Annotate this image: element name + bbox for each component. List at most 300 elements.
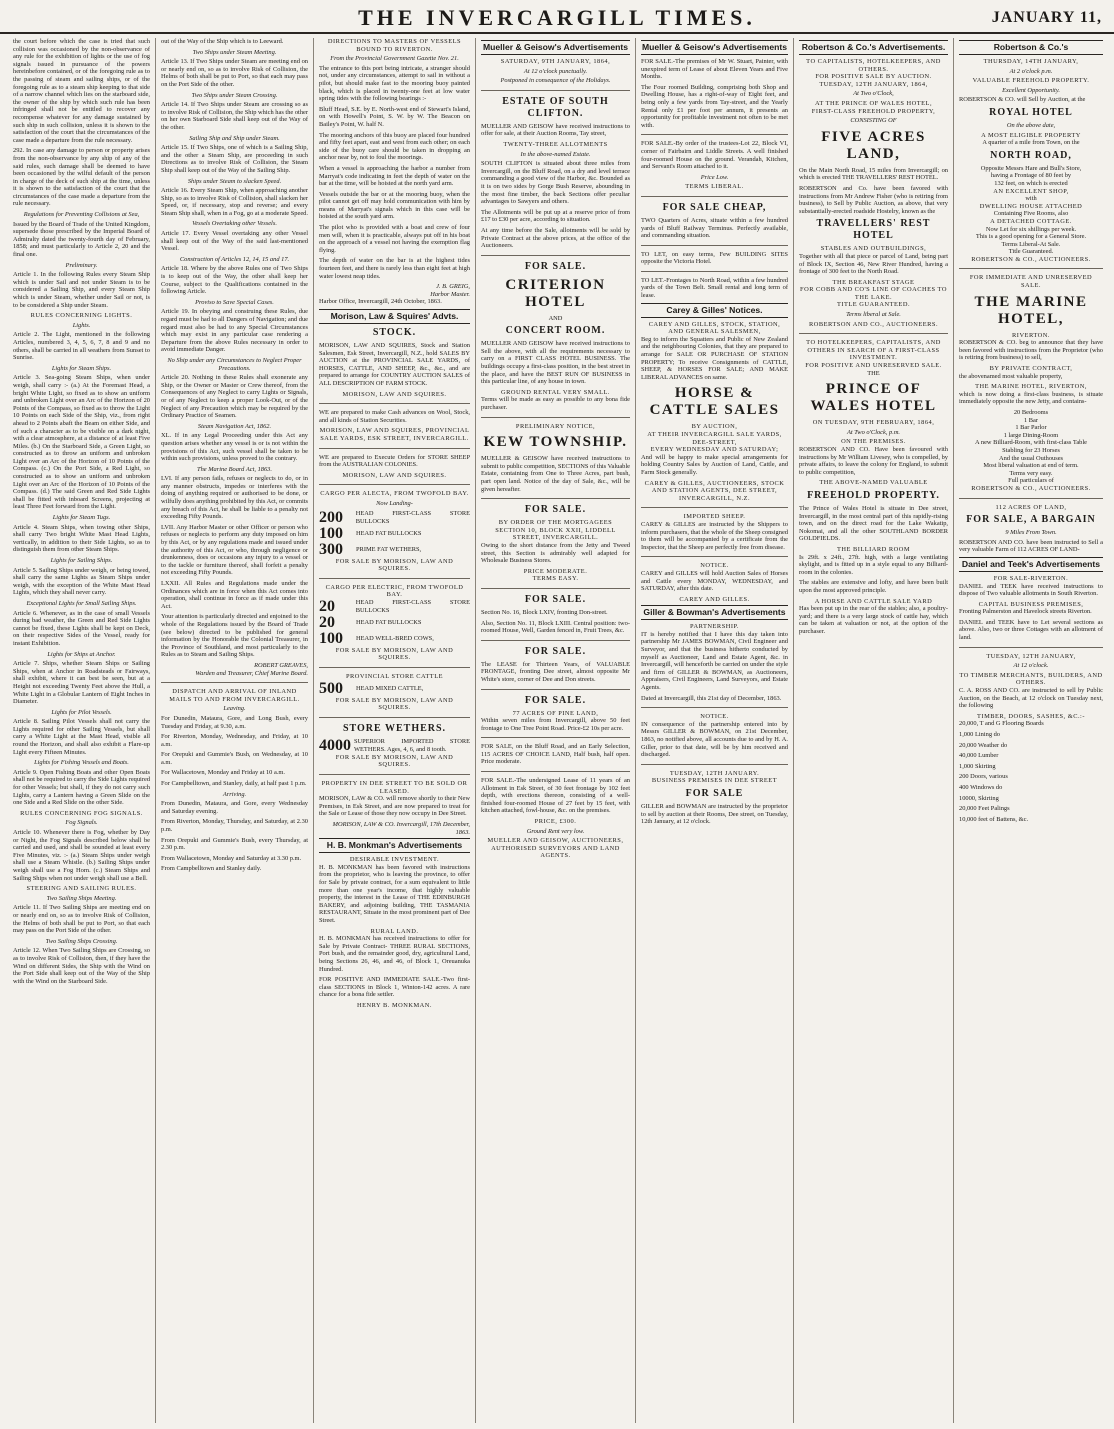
subheading: Lights for Steam Ships.: [51, 364, 112, 372]
ad-time: At Two o'Clock,: [853, 90, 894, 98]
divider: [481, 417, 630, 418]
paragraph: MUELLER AND GEISOW have received instructions to offer for sale, at their Auction Rooms, Tay street,: [481, 122, 630, 138]
paragraph: XL. If in any Legal Proceeding under this Act any question arises whether any vessel is or is not within the provisions of this Act, such vessel shall be taken to be within such provisions, unless proved to the contrary.: [161, 432, 308, 463]
paragraph: DANIEL and TEEK have received instructions to dispose of Two valuable allotments in South Riverton.: [959, 582, 1103, 598]
mail-item: For Wallacetown, Monday and Friday at 10 a.m.: [161, 769, 285, 777]
ad-display-title: PRINCE OF WALES HOTEL: [810, 381, 937, 415]
divider: [319, 403, 470, 404]
divider: [641, 764, 788, 765]
paragraph: Article 1. In the following Rules every Steam Ship which is under Sail and not under Steam is to be considered a Sailing Ship, and every Steam Ship which is under Steam, whether under Sail or not, is to be considered a Ship under Steam.: [13, 271, 150, 309]
ad-heading: A DETACHED COTTAGE.: [990, 217, 1072, 225]
ad-note: Terms liberal at Sale.: [846, 311, 901, 319]
ad-heading: STABLES AND OUTBUILDINGS,: [820, 245, 927, 253]
paragraph: ROBERTSON and Co. have been favored with instructions from Mr Andrew Fisher (who is retiring from business), to Sell by Public Auction, as above, that very substantially-erected roadside Hostelry, known as the: [799, 184, 948, 215]
subheading: CONSISTING OF: [850, 117, 897, 125]
ad-signature: CAREY & GILLES, AUCTIONEERS, STOCK AND STATION AGENTS, DEE STREET, INVERCARGILL, N.Z.: [644, 479, 785, 502]
ad-note: TERMS LIBERAL.: [685, 183, 744, 191]
issue-date: JANUARY 11,: [991, 9, 1102, 26]
ad-time: At 2 o'clock p.m.: [1009, 67, 1053, 75]
mail-item: For Riverton, Monday, Wednesday, and Friday, at 10 a.m.: [161, 733, 308, 748]
ad-heading: THE ABOVE-NAMED VALUABLE: [819, 479, 928, 487]
mail-item: For Orepuki and Gummie's Bush, on Wednesday, at 10 a.m.: [161, 751, 308, 766]
subheading: 9 Miles From Town.: [1005, 529, 1057, 537]
ad-note: PRICE MODERATE.: [523, 567, 588, 575]
ad-heading: FOR SALE.: [524, 645, 587, 657]
stock-line: [319, 510, 470, 526]
subheading: Construction of Articles 12, 14, 15 and 17.: [179, 255, 290, 263]
paragraph: ROBERTSON AND CO. Have been favoured with instructions by Mr William Livesey, who is compelled, by private affairs, to leave the colony for England, to submit to public competition,: [799, 446, 948, 476]
ad-note: Title Guaranteed.: [1008, 248, 1054, 256]
divider: [319, 667, 470, 668]
stock-line: [319, 599, 470, 615]
ad-time: At 12 o'clock punctually.: [523, 67, 588, 75]
paragraph: Article 15. If Two Ships, one of which is a Sailing Ship, and the other a Steam Ship, are proceeding in such Directions as to involve Risk of Collision, the Steam Ship shall keep out of the Way of the Sailing Ship.: [161, 144, 308, 174]
stock-desc: HEAD FIRST-CLASS STORE BULLOCKS: [355, 599, 470, 614]
paragraph: Terms very easy.: [1009, 469, 1053, 477]
paragraph: H. B. MONKMAN has been favored with instructions from the proprietor, who is leaving the province, to offer for Sale by private contract, for a sum equivalent to little more than one year's income, that highly valuable property, the interest in the Lease of THE EDINBURGH BAKERY, and adjoining building, THE TASMANIA RESTAURANT, Situate in the most prominent part of Dee Street.: [319, 863, 470, 924]
paragraph: Is 29ft. x 24ft., 27ft. high, with a large ventilating skylight, and is fitted up in a style equal to any Billiard-room in the colonies.: [799, 553, 948, 576]
ad-signature: CAREY AND GILLES.: [679, 595, 750, 603]
ad-heading: THE BILLIARD ROOM: [836, 545, 911, 553]
divider: [641, 196, 788, 197]
ad-note: Ground Rent very low.: [526, 827, 585, 835]
ad-display-title: THE MARINE HOTEL,: [974, 293, 1088, 327]
subheading: Sailing Ship and Ship under Steam.: [189, 134, 280, 142]
paragraph: The stables are extensive and lofty, and have been built upon the most approved principle.: [799, 579, 948, 594]
subheading: Arriving.: [222, 790, 247, 798]
ad-signature: MUELLER AND GEISOW, AUCTIONEERS, AUTHORISED SURVEYORS AND LAND AGENTS.: [487, 837, 624, 860]
subheading: The Marine Board Act, 1863.: [197, 465, 272, 473]
subheading: Excellent Opportunity.: [1002, 86, 1060, 94]
stock-count: 20: [319, 597, 335, 615]
ad-heading: TWENTY-THREE ALLOTMENTS: [503, 140, 608, 148]
ad-date: ON TUESDAY, 9TH FEBRUARY, 1864,: [812, 419, 935, 427]
list-item: 1 Bar Parlor: [1015, 424, 1047, 432]
article: THE: [867, 369, 880, 377]
ad-heading: CAREY AND GILLES, STOCK, STATION, AND GENERAL SALESMEN,: [648, 320, 781, 336]
paragraph: CAREY and GILLES will hold Auction Sales of Horses and Cattle every MONDAY, WEDNESDAY, and SATURDAY, after this date.: [641, 569, 788, 593]
stock-desc: HEAD FAT BULLOCKS: [356, 619, 422, 627]
paragraph: And will be happy to make special arrangements for holding Country Sales by Auction of Land, Cattle, and Farm Stock generally.: [641, 453, 788, 476]
section-heading: RULES CONCERNING FOG SIGNALS.: [20, 809, 143, 817]
subheading: Steam Navigation Act, 1862.: [197, 422, 272, 430]
masthead: [0, 0, 1114, 34]
stock-desc: SUPERIOR IMPORTED STORE WETHERS. Ages, 4, 6, and 8 tooth.: [354, 738, 470, 753]
paragraph: FOR SALE, on the Bluff Road, and an Early Selection, 115 ACRES OF CHOICE LAND, Half bush, half open. Price moderate.: [481, 743, 630, 766]
stock-line: [319, 526, 470, 542]
ad-heading: FOR SALE.: [524, 504, 587, 516]
paragraph: Article 2. The Light, mentioned in the following Articles, numbered 3, 4, 5, 6, 7, 8 and 9 and no others, shall be carried in all weathers from Sunset to Sunrise.: [13, 331, 150, 362]
advertiser-header: Mueller & Geisow's Advertisements: [641, 40, 788, 55]
paragraph: SOUTH CLIFTON is situated about three miles from Invercargill, on the Bluff Road, on a dry and level terrace commanding a good view of the Harbor, &c. Bounded as it is on two sides by Gorge Bush Reserve, abounding in the most fine timber, the back Sections offer peculiar advantages to Sawyers and others.: [481, 160, 630, 206]
ad-heading: THE MARINE HOTEL, RIVERTON,: [975, 383, 1087, 391]
section-heading: DISPATCH AND ARRIVAL OF INLAND MAILS TO AND FROM INVERCARGILL.: [169, 688, 300, 703]
ad-date: THURSDAY, 14TH JANUARY,: [983, 58, 1079, 65]
paragraph: LXXII. All Rules and Regulations made under the Ordinances which are in force when this Act comes into operation, shall continue in force as if made under this Act.: [161, 580, 308, 610]
paragraph: 132 feet, on which is erected: [994, 179, 1068, 187]
ad-heading: A HORSE AND CATTLE SALE YARD: [814, 597, 933, 605]
list-item: 400 Windows do: [959, 783, 1003, 791]
paragraph: The Allotments will be put up at a reserve price of from £17 to £30 per acre, according to situation.: [481, 208, 630, 224]
paragraph: Article 5. Sailing Ships under weigh, or being towed, shall carry the same Lights as Steam Ships under weigh, with the exception of the White Mast Head Lights, which they shall never carry.: [13, 566, 150, 597]
paragraph: ROBERTSON & CO. will Sell by Auction, at the: [959, 96, 1086, 104]
paragraph: having a Frontage of 80 feet by: [990, 172, 1072, 180]
ad-heading: AT THEIR INVERCARGILL SALE YARDS,: [647, 431, 782, 438]
divider: [481, 771, 630, 772]
mail-item: For Dunedin, Mataura, Gore, and Long Bush, every Tuesday and Friday, at 9.30, a.m.: [161, 714, 308, 730]
paragraph: Terms will be made as easy as possible to any bona fide purchaser.: [481, 396, 630, 412]
ad-heading: CAPITAL BUSINESS PREMISES,: [978, 600, 1084, 608]
mail-item: For Campbelltown, and Stanley, daily, at half past 1 p.m.: [161, 780, 307, 788]
ad-time: At Two o'Clock, p.m.: [846, 428, 901, 436]
paragraph: GILLER and BOWMAN are instructed by the proprietor to sell by auction at their Rooms, Dee street, on Tuesday, 12th January, at 12 o'clock.: [641, 802, 788, 826]
stock-desc: HEAD FAT BULLOCKS: [356, 529, 422, 537]
ad-signature: ROBERTSON & CO., AUCTIONEERS.: [971, 484, 1091, 492]
paragraph: Opposite Messrs Hare and Bull's Store,: [980, 164, 1082, 172]
paragraph: Article 20. Nothing in these Rules shall exonerate any Ship, or the Owner or Master or Crew thereof, from the Consequences of any Neglect to carry Lights or Signals, or of any Neglect to keep a proper Look-Out, or of the Neglect of any Precaution which may be required by the Ordinary Practice of Seamen.: [161, 374, 308, 420]
list-item: 20,000 Weather do: [959, 741, 1008, 749]
divider: [959, 268, 1103, 269]
divider: [319, 717, 470, 718]
stock-line: [319, 615, 470, 631]
paragraph: MORISON, LAW & CO. will remove shortly to their New Premises, in Esk Street, and are now prepared to treat for the Sale or Lease of those they now occupy in Dee Street.: [319, 795, 470, 818]
paragraph: WE are prepared to make Cash advances on Wool, Stock, and all kinds of Station Securities.: [319, 409, 470, 424]
ad-signature: MORISON, LAW AND SQUIRES.: [342, 390, 447, 398]
ad-heading: FOR SALE.: [524, 260, 587, 272]
ad-heading: FOR SALE.: [524, 694, 587, 706]
divider: [481, 90, 630, 91]
column-3: [314, 38, 476, 1423]
ad-heading: RURAL LAND.: [370, 927, 419, 935]
advertiser-header: Mueller & Geisow's Advertisements: [481, 40, 630, 55]
paragraph: Dated at Invercargill, this 21st day of December, 1863.: [641, 694, 782, 702]
paragraph: Now Let for six shillings per week.: [985, 225, 1077, 233]
divider: [319, 578, 470, 579]
paragraph: H. B. MONKMAN has received instructions to offer for Sale by Private Contract- THREE RURAL SECTIONS, Port bush, and the remainder good, dry, agricultural Land, being Sections 26, 46, and 46, of Block 1, Oreuanuka Hundred.: [319, 935, 470, 973]
divider: [481, 689, 630, 690]
stock-line: [319, 738, 470, 754]
list-item: 1,000 Skirting: [959, 762, 996, 770]
paragraph: out of the Way of the Ship which is to Leeward.: [161, 38, 284, 45]
paragraph: Has been put up in the rear of the stables; also, a poultry-yard; and there is a very large stock of cattle hay, which can be taken at valuation or not, at the option of the purchaser.: [799, 605, 948, 635]
paragraph: FOR SALE.-By order of the trustees-Lot 22, Block VI, corner of Fairbairn and Liddle Streets. A well finished four-roomed House on the ground. Verandah, Kitchen, and Servant's Room attached to it.: [641, 140, 788, 171]
ad-note: TERMS EASY.: [532, 575, 579, 583]
divider: [799, 333, 948, 334]
paragraph: The pilot who is provided with a boat and crew of four men will, when it is practicable, always put off in his boat on the approach of a vessel not having the exemption flag flying.: [319, 224, 470, 254]
mail-item: From Wallacetown, Monday and Saturday at 3.30 p.m.: [161, 854, 302, 862]
list-item: 1,000 Lining do: [959, 731, 1001, 738]
paragraph: Fronting Palmerston and Havelock streets Riverton.: [959, 608, 1092, 616]
paragraph: IT is hereby notified that I have this day taken into partnership Mr JAMES BOWMAN, Civil Engineer and Surveyor, and that the business hitherto conducted by myself as Auctioneer, Land and Estate Agent, &c. in Invercargill, will henceforth be carried on under the style and firm of GILLER & BOWMAN, as Auctioneers, Appraisers, Civil Engineers, Land Surveyors, and Estate Agents.: [641, 630, 788, 692]
paragraph: Article 12. When Two Sailing Ships are Crossing, so as to involve Risk of Collision, then, if they have the Wind on different Sides, the Ship with the Wind on the Port Side shall keep out of the Way of the Ship with the Wind on the Starboard Side.: [13, 947, 150, 985]
list-item: 40,000 Lumber: [959, 752, 999, 760]
paragraph: Article 9. Open Fishing Boats and other Open Boats shall not be required to carry the Side Lights required for other Vessels; but shall, if they do not carry such Lights, carry a Lantern having a Green Slide on the one Side and a Red Slide on the other Side.: [13, 768, 150, 807]
ad-heading: CONCERT ROOM.: [505, 325, 606, 337]
ad-time: At 12 o'clock.: [1013, 662, 1049, 670]
divider: [319, 484, 470, 485]
paragraph: The depth of water on the bar is at the highest tides fourteen feet, and there is rarely less than eight feet at high water lowest neap tides.: [319, 257, 470, 280]
paragraph: Article 7. Ships, whether Steam Ships or Sailing Ships, when at Anchor in Roadsteads or Fairways, shall exhibit, where it can best be seen, but at a Height not exceeding Twenty Feet above the Hull, a White Light in a Globular Lantern of Eight Inches in Diameter.: [13, 660, 150, 706]
list-item: Stabling for 23 Horses: [1002, 446, 1060, 454]
paragraph: Harbor Office, Invercargill, 24th October, 1863.: [319, 298, 442, 306]
subheading: Ships under Steam to slacken Speed.: [187, 177, 282, 185]
ad-date: TUESDAY, 12TH JANUARY,: [986, 652, 1076, 660]
paragraph: CAREY & GILLES are instructed by the Shippers to inform purchasers, that the whole of the Sheep consigned to them will be accompanied by a certificate from the Inspector, that the Sheep are perfectly free from disease.: [641, 520, 788, 551]
divider: [641, 271, 788, 272]
column-1: [8, 38, 156, 1423]
ad-signature: FOR SALE BY MORISON, LAW AND SQUIRES.: [335, 696, 454, 712]
section-heading: DIRECTIONS TO MASTERS OF VESSELS BOUND TO RIVERTON.: [327, 38, 462, 53]
divider: [319, 774, 470, 775]
section-heading: STEERING AND SAILING RULES.: [26, 885, 137, 893]
list-item: 10000, Skirting: [959, 794, 999, 802]
paragraph: Article 8. Sailing Pilot Vessels shall not carry the Lights required for other Sailing Vessels, but shall carry a White Light at the Mast Head, visible all round the Horizon, and shall also exhibit a Flare-up Light every Fifteen Minutes.: [13, 718, 150, 756]
ad-heading: THE BREAKFAST STAGE: [832, 278, 915, 286]
advertiser-header: Daniel and Teek's Advertisements: [959, 557, 1103, 572]
advertiser-header: Morison, Law & Squires' Advts.: [319, 309, 470, 324]
ad-heading: CARGO PER ELECTRIC, FROM TWOFOLD BAY.: [325, 583, 464, 599]
ad-heading: NOTICE.: [700, 562, 729, 570]
paragraph: Full particulars of: [1008, 477, 1054, 485]
paragraph: Article 14. If Two Ships under Steam are crossing so as to involve Risk of Collision, the Ship which has the other on her own Starboard Side shall keep out of the Way of the other.: [161, 101, 308, 131]
subheading: Lights for Sailing Ships.: [50, 557, 113, 564]
divider: [161, 682, 308, 683]
divider: [959, 647, 1103, 648]
paragraph: Article 6. Whenever, as in the case of small Vessels during bad weather, the Green and Red Side Lights cannot be fixed, these Lights shall be kept on Deck, on their respective Sides of the Vessel, ready for instant Exhibition.: [13, 609, 150, 647]
divider: [481, 737, 630, 738]
signature-title: Warden and Treasurer, Chief Marine Board.: [195, 669, 308, 677]
ad-signature: HENRY B. MONKMAN.: [356, 1001, 432, 1009]
ad-heading: EVERY WEDNESDAY AND SATURDAY;: [650, 446, 779, 454]
ad-note: Terms Liberal-At Sale.: [1001, 240, 1061, 248]
paragraph: Article 13. If Two Ships under Steam are meeting end on or nearly end on, so as to involve Risk of Collision, the Helms of both shall be put to Port, so that each may pass on the Port Side of the other.: [161, 58, 308, 88]
stock-desc: PRIME FAT WETHERS,: [356, 545, 422, 553]
ad-date: TUESDAY, 12TH JANUARY, 1864,: [819, 80, 928, 88]
paragraph: Vessels outside the bar or at the mooring buoy, when the pilot cannot get off may hold communication with him by means of Marryat's signals which in this case will be hoisted at the south yard arm.: [319, 190, 470, 221]
ad-heading: BY AUCTION,: [691, 423, 738, 431]
subheading: Lights for Ships at Anchor.: [47, 650, 116, 658]
subheading: Lights for Steam Tugs.: [52, 514, 111, 522]
page-columns: [8, 38, 1108, 1423]
ad-signature: FOR SALE BY MORISON, LAW AND SQUIRES.: [335, 753, 454, 769]
divider: [319, 448, 470, 449]
advertiser-header: Carey & Gilles' Notices.: [641, 303, 788, 318]
stock-count: 500: [319, 679, 343, 697]
ad-signature: MORISON, LAW AND SQUIRES, PROVINCIAL SALE YARDS, ESK STREET, INVERCARGILL.: [319, 427, 470, 442]
stock-desc: HEAD MIXED CATTLE,: [356, 684, 424, 692]
paragraph: MUELLER AND GEISOW have received instructions to Sell the above, with all the requirements necessary to carry on a FIRST CLASS HOTEL BUSINESS. The buildings occupy a first-class position, in the best street in the place, and have the BEST RUN OF BUSINESS in this particular line, of any house in town.: [481, 340, 630, 386]
ad-heading: PRELIMINARY NOTICE,: [515, 422, 596, 430]
ad-heading: PARTNERSHIP.: [690, 623, 739, 631]
list-item: 10,000 feet of Battens, &c.: [959, 815, 1029, 823]
ad-heading: ON THE PREMISES.: [841, 438, 906, 446]
mail-item: From Dunedin, Mataura, and Gore, every Wednesday and Saturday evening.: [161, 800, 308, 815]
ad-signature: FOR SALE BY MORISON, LAW AND SQUIRES.: [335, 557, 454, 573]
column-2: [156, 38, 314, 1423]
subheading: Proviso to Save Special Cases.: [195, 298, 274, 306]
paragraph: ROBERTSON AND CO. have been instructed to Sell a very valuable Farm of 112 ACRES OF LAND-: [959, 538, 1103, 554]
ad-date: SATURDAY, 9TH JANUARY, 1864,: [500, 58, 611, 65]
ad-heading: 77 ACRES OF PINE LAND,: [512, 709, 599, 717]
subheading: No Ship under any Circumstances to Neglect Proper Precautions.: [167, 356, 302, 372]
subheading: Vessels Overtaking other Vessels.: [192, 220, 277, 228]
subheading: Fog Signals.: [65, 819, 98, 827]
stock-line: [319, 631, 470, 647]
paragraph: the court before which the case is tried that such collision was occasioned by the non-observance of any rule for the exhibition of lights or the use of fog signals issued in pursuance of the powers hereinbefore contained, or of the foregoing rule as to the passing of steam and sailing ships, or of the foregoing rule as to a steam ship keeping to that side of a narrow channel which lies on the starboard side, the owner of the ship by which such rule has been infringed shall not be entitled to recover any recompense whatever for any damage sustained by such ship in such collision, unless it is shown to the satisfaction of the court that the circumstances of the case made a departure from the rule necessary.: [13, 38, 150, 144]
ad-signature: MORISON, LAW & CO. Invercargill, 17th December, 1863.: [332, 821, 470, 836]
ad-heading: NOTICE.: [700, 713, 729, 721]
column-7: [954, 38, 1108, 1423]
subheading: On the above date,: [1006, 121, 1056, 129]
list-item: 1 Bar: [1023, 416, 1039, 424]
ad-heading: DWELLING HOUSE ATTACHED: [979, 202, 1083, 210]
subheading: Lights for Pilot Vessels.: [51, 708, 112, 716]
paragraph: When a vessel is approaching the harbor a number from Marryat's code indicating in feet the depth of water on the bar at the time, will be hoisted at the north yard arm.: [319, 164, 470, 188]
ad-heading: BUSINESS PREMISES IN DEE STREET: [651, 777, 778, 785]
stock-count: 20: [319, 613, 335, 631]
paragraph: TO LET, on easy terms, Few BUILDING SITES opposite the Victoria Hotel.: [641, 250, 788, 266]
paragraph: WE are prepared to Execute Orders for STORE SHEEP from the AUSTRALIAN COLONIES.: [319, 453, 470, 469]
subheading: Exceptional Lights for Small Sailing Ships.: [26, 599, 137, 607]
list-item: 20 Bedrooms: [1013, 409, 1049, 416]
advertiser-header: Robertson & Co.'s Advertisements.: [799, 40, 948, 55]
ad-display-title: HORSE & CATTLE SALES: [649, 385, 780, 419]
mail-item: From Campbelltown and Stanley daily.: [161, 865, 262, 873]
subheading: Two Sailing Ships Meeting.: [46, 894, 117, 902]
paragraph: Owing to the short distance from the Jetty and Tweed street, this Section is admirably well adapted for Wholesale Business Stores.: [481, 541, 630, 565]
ad-heading: PROPERTY IN DEE STREET TO BE SOLD OR LEASED.: [321, 780, 468, 795]
paragraph: MORISON, LAW AND SQUIRES, Stock and Station Salesmen, Esk Street, Invercargill, N.Z., hold SALES BY AUCTION at the PROVINCIAL SALE YARDS, of HORSES, CATTLE, AND SHEEP, &c., &c., and are prepared to arrange for COUNTRY AUCTION SALES of ALL DESCRIPTION OF FARM STOCK.: [319, 342, 470, 387]
ad-heading: FOR SALE: [685, 787, 744, 799]
paragraph: FOR SALE.-The premises of Mr W. Stuart, Painter, with unexpired term of Lease of about Eleven Years and Five Months.: [641, 58, 788, 81]
divider: [959, 498, 1103, 499]
column-5: [636, 38, 794, 1423]
paragraph: Article 11. If Two Sailing Ships are meeting end on or nearly end on, so as to involve Risk of Collision, the Helms of both shall be put to Port, so that each may pass on the Port Side of the other.: [13, 904, 150, 935]
advertiser-header: Giller & Bowman's Advertisements: [641, 605, 788, 620]
ad-heading: GROUND RENTAL VERY SMALL.: [500, 388, 611, 396]
paragraph: The Four roomed Building, comprising both Shop and Dwelling House, has a right-of-way of Eight feet, and being only a few yards from Tay-street, and the Yearly Rental only £1 per foot per annum, it presents an opportunity for profitable investment not often to be met with.: [641, 83, 788, 129]
list-item: 1 large Dining-Room: [1003, 431, 1059, 439]
divider: [641, 134, 788, 135]
paragraph: Issued by the Board of Trade of the United Kingdom, supersede those prescribed by the Imperial Board of Admiralty dated the twenty-fourth day of February, 1858; and must particularly to Article 2, 20 and the final one.: [13, 220, 150, 259]
list-item: And the usual Outhouses: [998, 454, 1064, 462]
newspaper-title: THE INVERCARGILL TIMES.: [358, 5, 756, 30]
paragraph: which is now doing a first-class business, is situate immediately opposite the new Jetty, and contains-: [959, 390, 1103, 406]
divider: [641, 556, 788, 557]
subheading: From the Provincial Government Gazette Nov. 21.: [330, 55, 459, 63]
ad-date: TUESDAY, 12TH JANUARY.: [669, 769, 760, 777]
subheading: In the above-named Estate.: [520, 150, 591, 158]
section-heading: Regulations for Preventing Collisions at Sea,: [23, 211, 140, 219]
stock-line: [319, 542, 470, 558]
ad-heading: TRAVELLERS' REST HOTEL: [816, 218, 931, 242]
paragraph: Article 19. In obeying and construing these Rules, due regard must be had to all Dangers of Navigation; and due regard must also be had to any Special Circumstances which may exist in any particular case rendering a Departure from the above Rules necessary in order to avoid immediate Danger.: [161, 308, 308, 354]
paragraph: The LEASE for Thirteen Years, of VALUABLE FRONTAGE, fronting Dee street, almost opposite Mr White's store, corner of Dee and Don streets.: [481, 660, 630, 683]
ad-heading: STORE WETHERS.: [342, 722, 447, 734]
list-item: A new Billiard-Room, with first-class Table: [975, 439, 1087, 447]
section-heading: Preliminary.: [65, 261, 98, 269]
paragraph: A quarter of a mile from Town, on the: [982, 139, 1080, 147]
mail-item: From Riverton, Monday, Thursday, and Saturday, at 2.30 p.m.: [161, 818, 308, 834]
ad-signature: ROBERTSON & CO., AUCTIONEERS.: [971, 255, 1091, 263]
paragraph: Your attention is particularly directed and enjoined to the whole of the Regulations issued by the Board of Trade (see below) directed to be published for general information by the Honorable the Colonial Treasurer, in the Province of Southland, and most particularly to the Rules as to Steam and Sailing Ships.: [161, 613, 308, 659]
divider: [481, 588, 630, 589]
paragraph: TO LET.-Frontages to North Road, within a few hundred yards of the Town Belt. Small rental and long term of lease.: [641, 276, 788, 300]
paragraph: At any time before the Sale, allotments will be sold by Private Contract at the above prices, at the office of the Auctioneers.: [481, 226, 630, 250]
subheading: Two Sailing Ships Crossing.: [45, 937, 118, 945]
ad-note: PRICE, £300.: [534, 818, 577, 826]
paragraph: Article 4. Steam Ships, when towing other Ships, shall carry Two bright White Mast Head Lights, vertically, in addition to their Side Lights, so as to distinguish them from other Steam Ships.: [13, 523, 150, 554]
paragraph: Also, Section No. 11, Block LXIII. Central position: two-roomed House, Well, Garden fenced in, Fruit Trees, &c.: [481, 619, 630, 635]
subheading: Lights for Fishing Vessels and Boats.: [34, 759, 129, 767]
mail-item: From Orepuki and Gummie's Bush, every Thursday, at 2.30 p.m.: [161, 836, 308, 852]
subheading: Two Ships under Steam Meeting.: [192, 48, 277, 56]
stock-count: 300: [319, 540, 343, 558]
advertiser-header: Robertson & Co.'s: [959, 40, 1103, 55]
paragraph: ROBERTSON & CO. beg to announce that they have been favored with instructions from the Proprietor (who is retiring from business) to sell,: [959, 339, 1103, 362]
ad-heading: FOR POSITIVE AND UNRESERVED SALE.: [805, 362, 942, 370]
paragraph: Article 10. Whenever there is Fog, whether by Day or Night, the Fog Signals described below shall be carried and used, and shall be sounded at least every Five Minutes, viz. :- (a.) Steam Ships under weigh shall use a Steam Whistle. (b.) Sailing Ships under weigh shall use a Fog Horn. (c.) Steam Ships and Sailing Ships when not under weigh shall use a Bell.: [13, 829, 150, 882]
ad-heading: FOR SALE.: [524, 593, 587, 605]
list-item: 20,000 Feet Palings: [959, 805, 1010, 813]
paragraph: DANIEL and TEEK have to Let several sections as above. Also, two or three Cottages with an allotment of land.: [959, 618, 1103, 642]
ad-display-title: CRITERION HOTEL: [505, 276, 606, 310]
paragraph: IN consequence of the partnership entered into by Messrs GILLER & BOWMAN, on 21st December, 1863, no notified above, all accounts due to and by H. A. Giller, prior to that date, will be by him received and discharged.: [641, 720, 788, 759]
list-item: 20,000, T and G Flooring Boards: [959, 720, 1044, 728]
ad-heading: AN EXCELLENT SHOP,: [993, 187, 1069, 195]
ad-heading: CARGO PER ALECTA, FROM TWOFOLD BAY.: [320, 490, 469, 498]
divider: [481, 640, 630, 641]
ad-heading: 112 ACRES OF LAND,: [995, 503, 1067, 511]
list-item: 200 Doors, various: [959, 773, 1008, 781]
paragraph: Section No. 16, Block LXIV, fronting Don-street.: [481, 608, 608, 616]
ad-display-title: FIVE ACRES LAND,: [821, 128, 926, 162]
stock-count: 200: [319, 508, 343, 526]
paragraph: LVI. If any person fails, refuses or neglects to do, or in any manner obstructs, impedes or interferes with the doing of anything required or authorised to be done, or wilfully does anything prohibited by this Act, or commits any breach of this Act, he shall be liable to a penalty not exceeding Fifty Pounds.: [161, 475, 308, 521]
ad-heading: RIVERTON.: [1012, 331, 1050, 339]
column-6: [794, 38, 954, 1423]
divider: [481, 255, 630, 256]
conjunction: AND: [548, 314, 563, 322]
paragraph: Bluff Head, S.E. by E. North-west end of Stewart's Island, on with Howell's Point, S. W. by W. The Beacon on Bailey's Point, W. half N.: [319, 105, 470, 128]
ad-heading: FIRST-CLASS FREEHOLD PROPERTY,: [811, 107, 936, 115]
ad-heading: STOCK.: [372, 327, 417, 338]
ad-heading: TO CAPITALISTS, HOTELKEEPERS, AND OTHERS.: [806, 58, 941, 73]
ad-heading: ROYAL HOTEL: [989, 106, 1073, 118]
paragraph: TWO Quarters of Acres, situate within a few hundred yards of Bluff Railway Terminus. Perfectly available, and commanding situation.: [641, 216, 788, 240]
ad-heading: DEE-STREET,: [692, 438, 737, 446]
divider: [641, 245, 788, 246]
ad-heading: A MOST ELIGIBLE PROPERTY: [981, 131, 1081, 139]
divider: [641, 507, 788, 508]
paragraph: On the Main North Road, 15 miles from Invercargill; on which is erected THE TRAVELLERS' REST HOTEL.: [799, 166, 948, 182]
section-heading: RULES CONCERNING LIGHTS.: [30, 312, 133, 320]
paragraph: SECTION 10, BLOCK XXII, LIDDELL STREET, INVERCARGILL.: [495, 526, 616, 542]
ad-heading: FREEHOLD PROPERTY.: [807, 489, 940, 501]
paragraph: Article 17. Every Vessel overtaking any other Vessel shall keep out of the Way of the said last-mentioned Vessel.: [161, 230, 308, 253]
advertiser-header: H. B. Monkman's Advertisements: [319, 838, 470, 853]
paragraph: FOR POSITIVE AND IMMEDIATE SALE.-Two first-class SECTIONS in Block 1, Winton-142 acres. A rare chance for a bona fide settler.: [319, 976, 470, 999]
paragraph: Beg to inform the Squatters and Public of New Zealand and the neighbouring Colonies, that they are prepared to arrange for SALE OR PURCHASE OF STATION PROPERTY; To receive Consignments of CATTLE, SHEEP, & HORSES FOR SALE; AND MAKE LIBERAL ADVANCES on same.: [641, 335, 788, 381]
ad-display-title: KEW TOWNSHIP.: [483, 434, 628, 451]
ad-heading: FOR SALE-RIVERTON.: [993, 574, 1069, 582]
paragraph: 292. In case any damage to person or property arises from the non-observance by any ship of any of the said rules, such damage shall be deemed to have been occasioned by the wilful default of the person in charge of the deck of such ship at the time, unless it is shown to the satisfaction of the court that the circumstances of the case made a departure from the rule necessary.: [13, 147, 150, 208]
ad-heading: TO HOTELKEEPERS, CAPITALISTS, AND OTHERS IN SEARCH OF A FIRST-CLASS INVESTMENT.: [806, 339, 941, 362]
column-4: [476, 38, 636, 1423]
divider: [641, 707, 788, 708]
ad-heading: PROVINCIAL STORE CATTLE: [345, 673, 444, 681]
ad-heading: TO TIMBER MERCHANTS, BUILDERS, AND OTHERS.: [959, 671, 1103, 687]
